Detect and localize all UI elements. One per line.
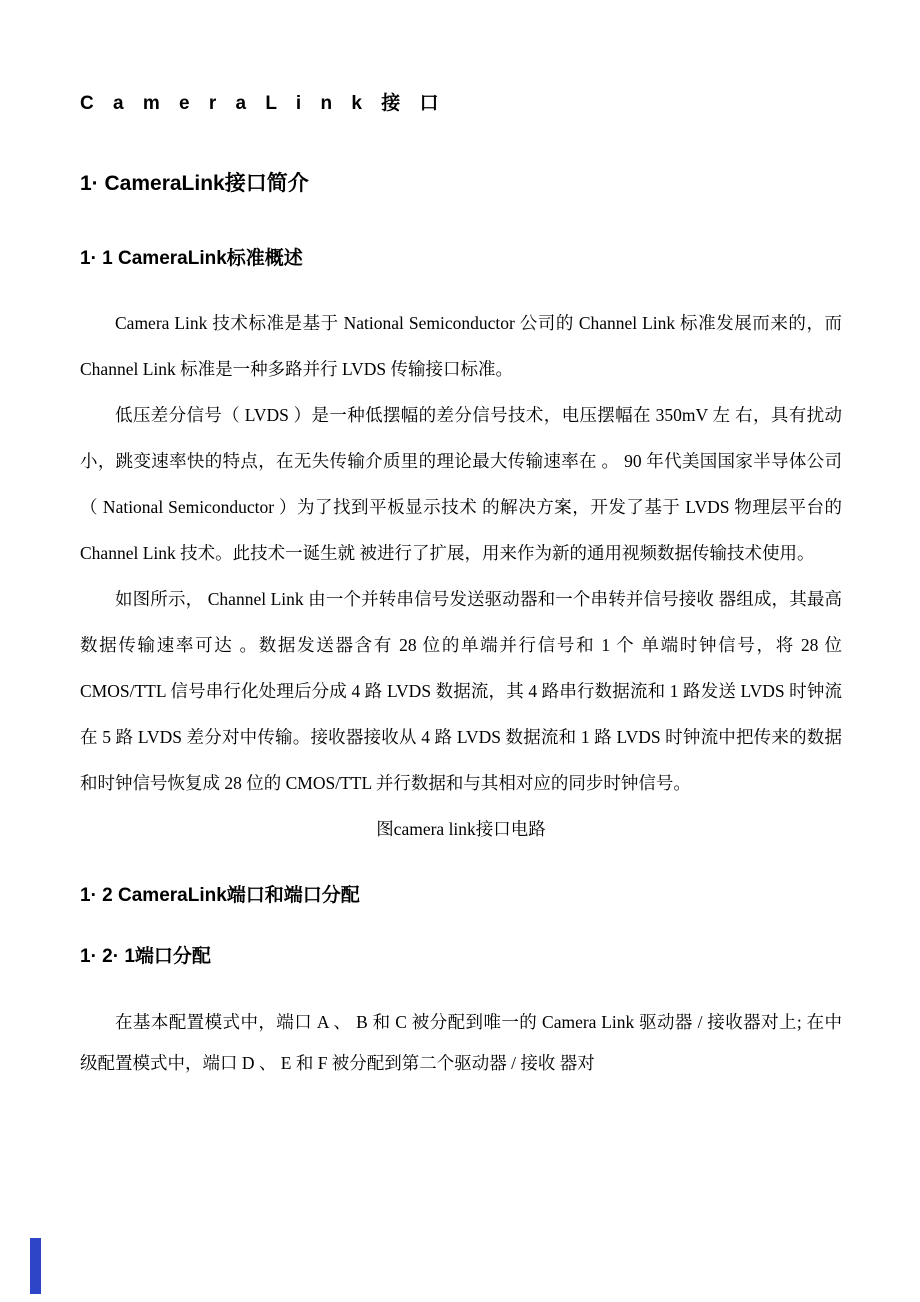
page-margin-marker: [30, 1238, 41, 1294]
paragraph-channel-link-operation: 如图所示， Channel Link 由一个并转串信号发送驱动器和一个串转并信号接收 器组成，其最高数据传输速率可达 。数据发送器含有 28 位的单端并行信号和 1 个 单端时钟信号，将 28 位 CMOS/TTL 信号串行化处理后分成 4 路 LVDS 数据流，其 4 路串行数据流和 1 路发送 LVDS 时钟流在 5 路 LVDS 差分对中传输。接收器接收从 4 路 LVDS 数据流和 1 路 LVDS 时钟流中把传来的数据和时钟信号恢复成 28 位的 CMOS/TTL 并行数据和与其相对应的同步时钟信号。: [80, 589, 842, 793]
section-1-2-1-heading: 1· 2· 1端口分配: [80, 946, 211, 967]
section-1-heading: 1· CameraLink接口简介: [80, 172, 309, 195]
spacer: [80, 870, 842, 880]
paragraph-lvds-description: 低压差分信号（ LVDS ）是一种低摆幅的差分信号技术，电压摆幅在 350mV 左 右，具有扰动小，跳变速率快的特点，在无失传输介质里的理论最大传输速率在 。 90 年代美国国家半导体公司（ National Semiconductor ）为了找到平板显示技术 的解决方案，开发了基于 LVDS 物理层平台的 Channel Link 技术。此技术一诞生就 被进行了扩展，用来作为新的通用视频数据传输技术使用。: [80, 405, 842, 563]
paragraph-port-allocation: 在基本配置模式中，端口 A 、 B 和 C 被分配到唯一的 Camera Link 驱动器 / 接收器对上; 在中级配置模式中，端口 D 、 E 和 F 被分配到第二个驱动器 / 接收 器对: [80, 1012, 842, 1073]
document-title: C a m e r a L i n k 接 口: [80, 93, 446, 114]
section-1-1-heading: 1· 1 CameraLink标准概述: [80, 248, 303, 269]
figure-caption-camera-link-circuit: 图camera link接口电路: [376, 819, 546, 839]
section-1-2-heading: 1· 2 CameraLink端口和端口分配: [80, 885, 360, 906]
paragraph-standard-origin: Camera Link 技术标准是基于 National Semiconductor 公司的 Channel Link 标准发展而来的，而 Channel Link 标准是一种多路并行 LVDS 传输接口标准。: [80, 313, 842, 379]
